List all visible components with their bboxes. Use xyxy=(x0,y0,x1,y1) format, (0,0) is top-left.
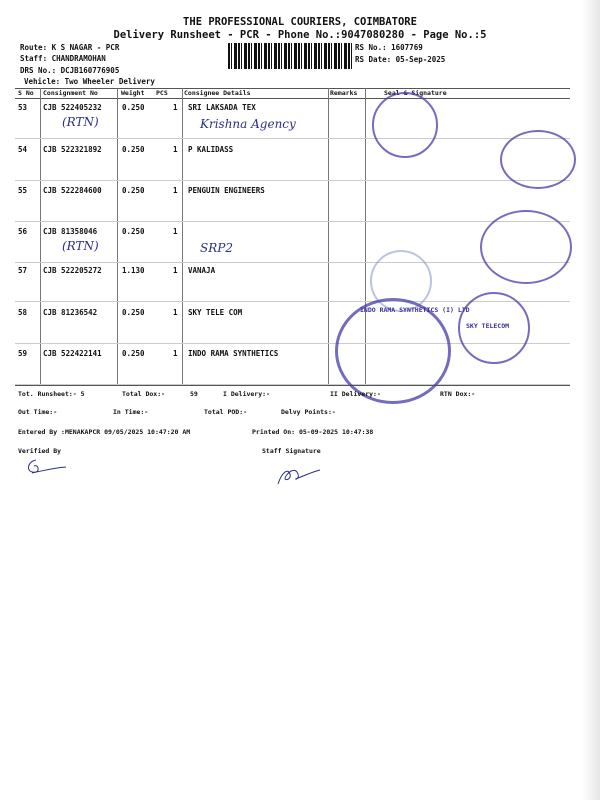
row-pcs: 1 xyxy=(173,349,178,358)
row-sno: 54 xyxy=(18,145,28,154)
row-weight: 0.250 xyxy=(122,145,145,154)
row-pcs: 1 xyxy=(173,308,178,317)
row-sno: 57 xyxy=(18,266,28,275)
printed-on: Printed On: 05-09-2025 10:47:38 xyxy=(252,428,374,436)
row-pcs: 1 xyxy=(173,186,178,195)
row-sno: 59 xyxy=(18,349,28,358)
header-seal: Seal & Signature xyxy=(384,89,447,97)
row-pcs: 1 xyxy=(173,266,178,275)
verifier-signature xyxy=(22,456,72,478)
drs-number: DRS No.: DCJB160776905 xyxy=(20,66,120,75)
row-cn: CJB 522321892 xyxy=(43,145,102,154)
row-consignee: P KALIDASS xyxy=(188,145,234,154)
route: Route: K S NAGAR - PCR xyxy=(20,43,120,52)
company-title: THE PROFESSIONAL COURIERS, COIMBATORE xyxy=(183,16,417,28)
delvy-points: Delvy Points:- xyxy=(281,408,336,416)
indo-rama-stamp-text: INDO RAMA SYNTHETICS (I) LTD xyxy=(360,306,470,314)
row-cn: CJB 81236542 xyxy=(43,308,98,317)
signature-loop xyxy=(500,130,576,189)
total-dox-value: 59 xyxy=(190,390,198,398)
total-dox: Total Dox:- xyxy=(122,390,166,398)
row-rtn-note: (RTN) xyxy=(62,115,99,129)
staff: Staff: CHANDRAMOHAN xyxy=(20,54,106,63)
row-weight: 0.250 xyxy=(122,308,145,317)
row-handwritten-note: SRP2 xyxy=(200,241,233,255)
row-weight: 0.250 xyxy=(122,227,145,236)
row-cn: CJB 522422141 xyxy=(43,349,102,358)
header-consignment: Consignment No xyxy=(43,89,98,97)
rs-date: RS Date: 05-Sep-2025 xyxy=(355,55,446,64)
row-cn: CJB 522405232 xyxy=(43,103,102,112)
out-time: Out Time:- xyxy=(18,408,58,416)
rtn-dox: RTN Dox:- xyxy=(440,390,476,398)
barcode xyxy=(228,43,353,69)
row-consignee: SRI LAKSADA TEX xyxy=(188,103,256,112)
row-sno: 58 xyxy=(18,308,28,317)
in-time: In Time:- xyxy=(113,408,149,416)
vehicle: Vehicle: Two Wheeler Delivery xyxy=(24,77,155,86)
row-cn: CJB 522205272 xyxy=(43,266,102,275)
row-weight: 0.250 xyxy=(122,103,145,112)
scan-edge xyxy=(582,0,600,800)
row-weight: 0.250 xyxy=(122,186,145,195)
runsheet-subtitle: Delivery Runsheet - PCR - Phone No.:9047080280 - Page No.:5 xyxy=(113,29,487,41)
staff-signature-mark xyxy=(272,462,322,488)
header-consignee: Consignee Details xyxy=(184,89,251,97)
row-handwritten-note: Krishna Agency xyxy=(200,117,296,131)
row-weight: 0.250 xyxy=(122,349,145,358)
agency-stamp xyxy=(372,92,438,158)
row-consignee: INDO RAMA SYNTHETICS xyxy=(188,349,279,358)
row-sno: 56 xyxy=(18,227,28,236)
row-weight: 1.130 xyxy=(122,266,145,275)
header-weight: Weight xyxy=(121,89,145,97)
rs-number: RS No.: 1607769 xyxy=(355,43,423,52)
tot-runsheet: Tot. Runsheet:- 5 xyxy=(18,390,85,398)
row-cn: CJB 522284600 xyxy=(43,186,102,195)
i-delivery: I Delivery:- xyxy=(223,390,270,398)
ii-delivery: II Delivery:- xyxy=(330,390,381,398)
row-sno: 53 xyxy=(18,103,28,112)
row-consignee: VANAJA xyxy=(188,266,216,275)
row-consignee: SKY TELE COM xyxy=(188,308,243,317)
row-pcs: 1 xyxy=(173,103,178,112)
row-consignee: PENGUIN ENGINEERS xyxy=(188,186,265,195)
row-rtn-note: (RTN) xyxy=(62,239,99,253)
sky-telecom-stamp-text: SKY TELECOM xyxy=(466,322,510,330)
row-pcs: 1 xyxy=(173,145,178,154)
row-cn: CJB 81358046 xyxy=(43,227,98,236)
verified-by: Verified By xyxy=(18,447,62,455)
header-remarks: Remarks xyxy=(330,89,358,97)
staff-signature: Staff Signature xyxy=(262,447,321,455)
company-stamp xyxy=(480,210,572,284)
row-sno: 55 xyxy=(18,186,28,195)
header-pcs: PCS xyxy=(156,89,168,97)
total-pod: Total POD:- xyxy=(204,408,248,416)
row-pcs: 1 xyxy=(173,227,178,236)
header-sno: S No xyxy=(18,89,34,97)
entered-by: Entered By :MENAKAPCR 09/05/2025 10:47:20 AM xyxy=(18,428,191,436)
